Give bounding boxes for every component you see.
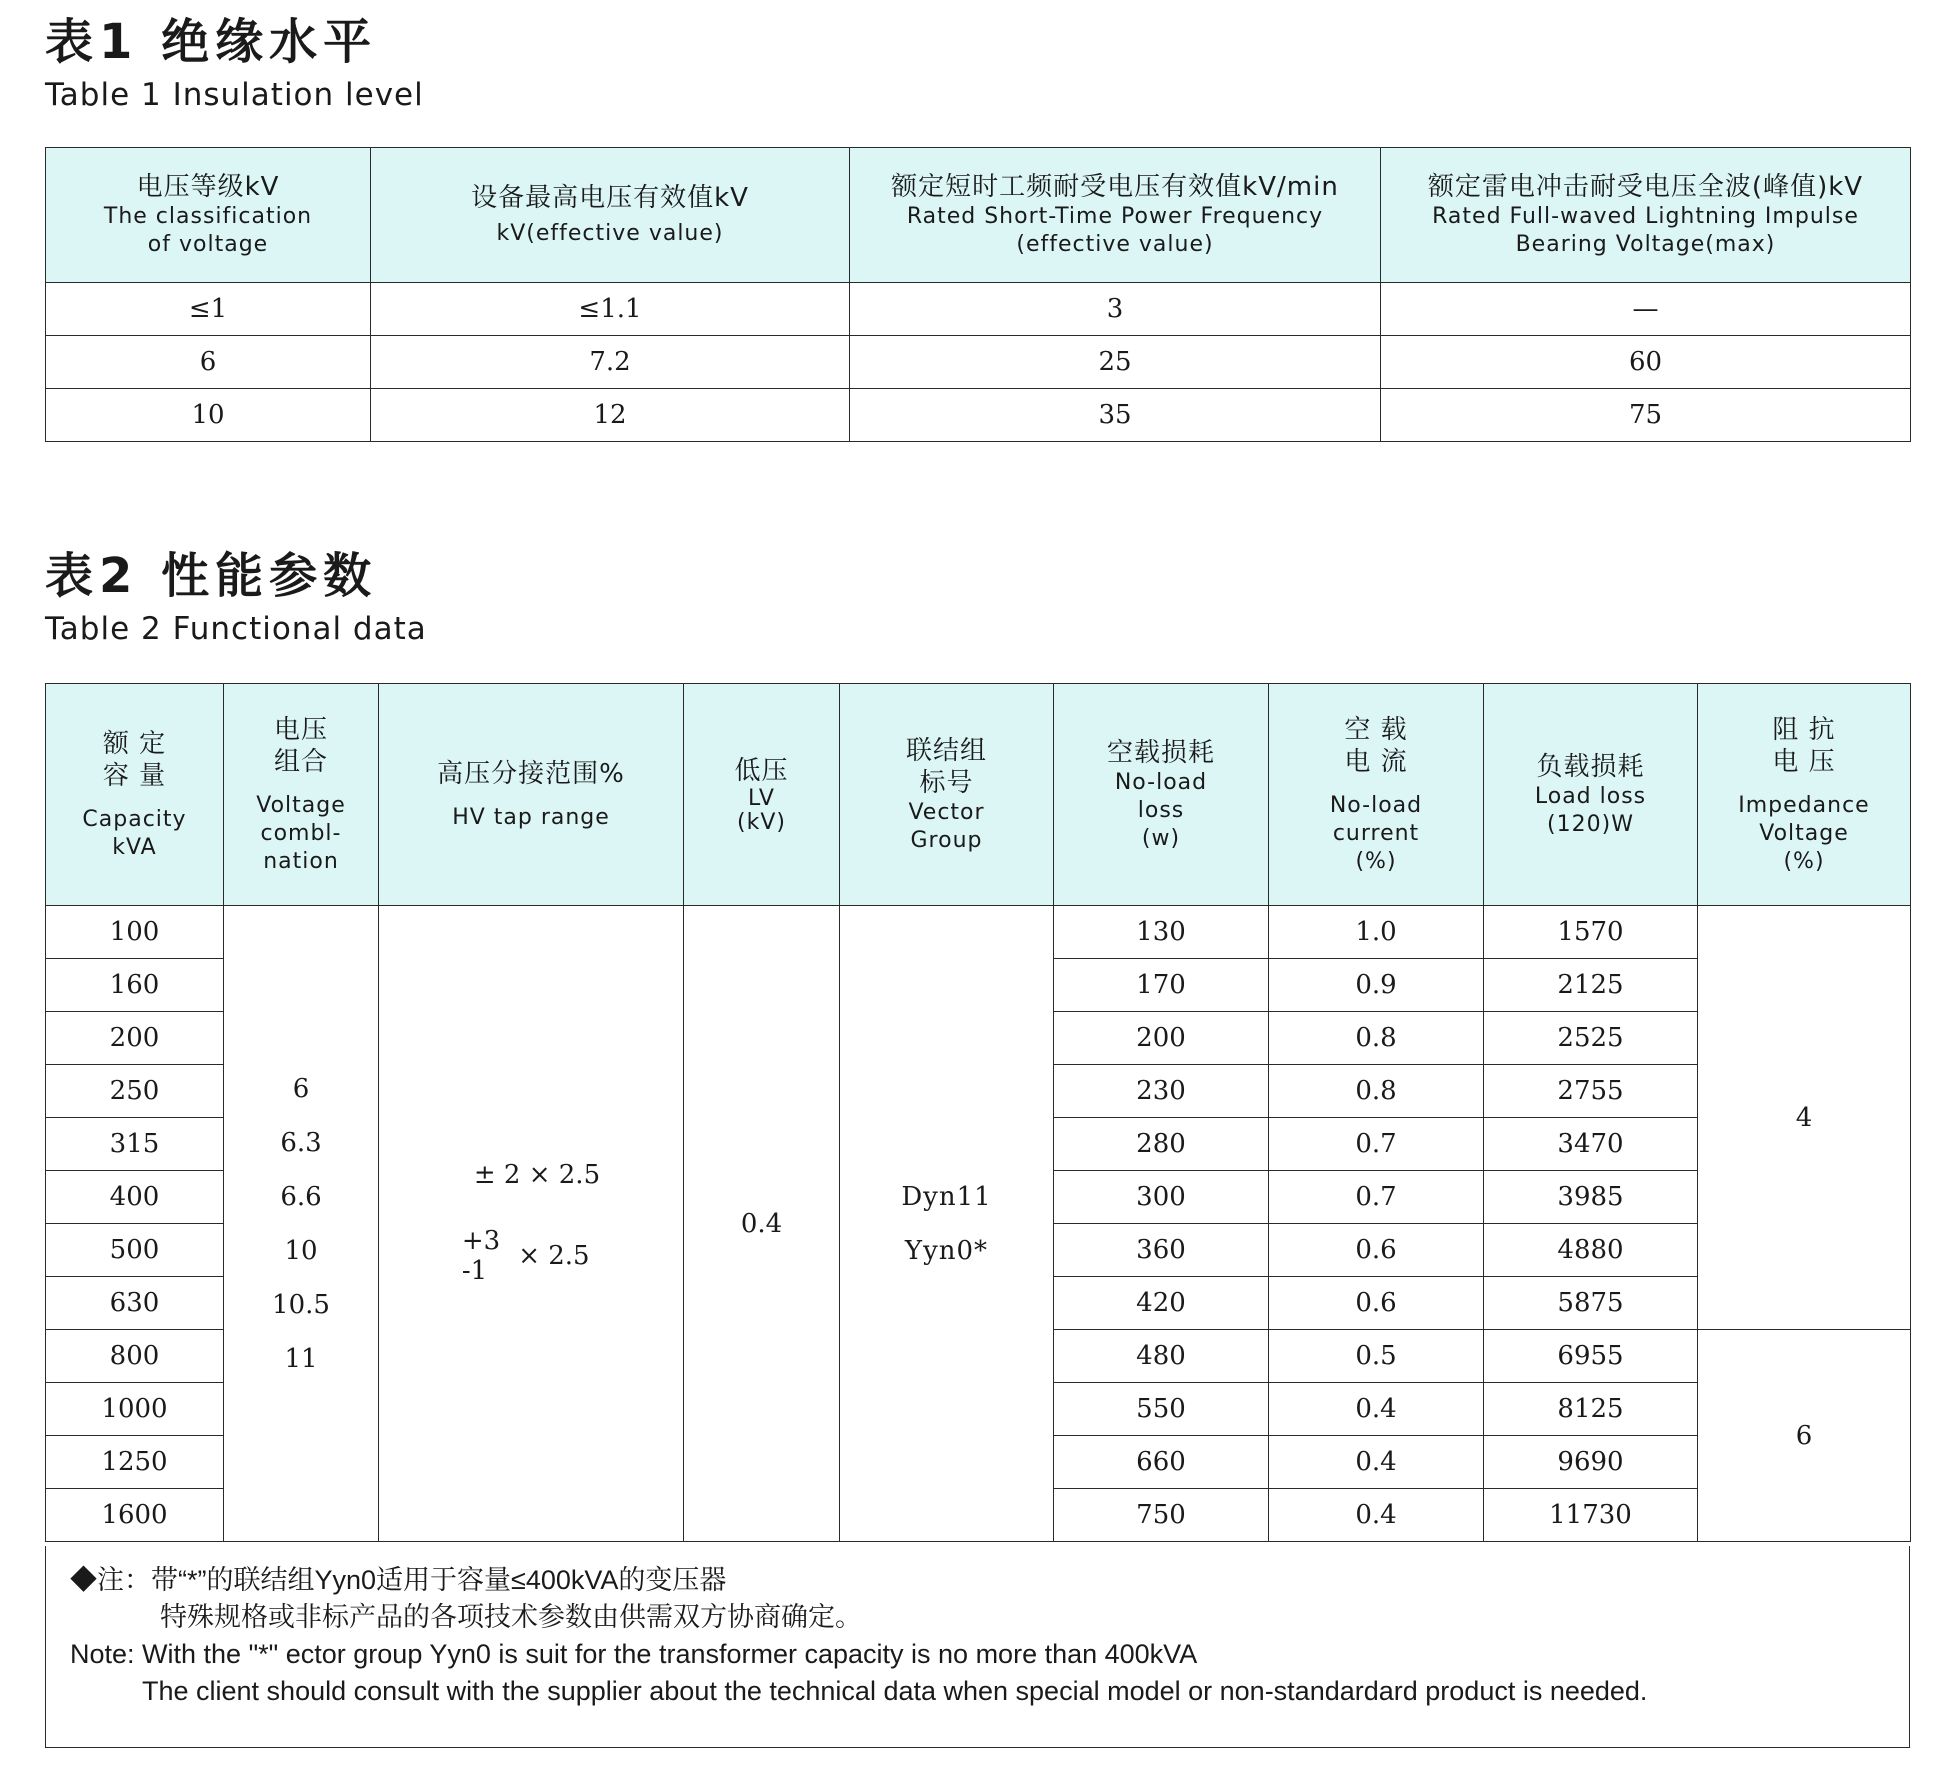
table-row [46, 906, 1911, 959]
voltage-combination-cell: 6 6.3 6.6 10 10.5 11 [224, 906, 379, 1542]
table1-header-voltage-class: 电压等级kV The classification of voltage [46, 148, 371, 283]
vector-group-cell: Dyn11 Yyn0* [840, 906, 1054, 1542]
no-load-loss-cell: 360 [1054, 1224, 1269, 1277]
table-cell: ≤1 [46, 283, 371, 336]
table2-header-voltage-combination: 电压 组合 Voltage combl- nation [224, 684, 379, 906]
no-load-loss-cell: 280 [1054, 1118, 1269, 1171]
load-loss-cell: 4880 [1484, 1224, 1698, 1277]
note-en-line1: Note: With the "*" ector group Yyn0 is suit for the transformer capacity is no more than 400kVA [70, 1639, 1198, 1669]
no-load-current-cell: 1.0 [1269, 906, 1484, 959]
table-cell: 35 [850, 389, 1381, 442]
note-en-line2: The client should consult with the supplier about the technical data when special model or non-standardard product is needed. [142, 1676, 1648, 1706]
no-load-current-cell: 0.4 [1269, 1489, 1484, 1542]
capacity-cell: 1000 [46, 1383, 224, 1436]
table-cell: — [1381, 283, 1911, 336]
table-cell: 6 [46, 336, 371, 389]
insulation-level-table [45, 147, 1911, 442]
no-load-current-cell: 0.4 [1269, 1383, 1484, 1436]
load-loss-cell: 2755 [1484, 1065, 1698, 1118]
note-zh-line2: 特殊规格或非标产品的各项技术参数由供需双方协商确定。 [160, 1602, 862, 1632]
note-zh-line1: ◆注：带“*”的联结组Yyn0适用于容量≤400kVA的变压器 [70, 1565, 727, 1595]
table2-header-no-load-current: 空 载 电 流 No-load current (%) [1269, 684, 1484, 906]
table-row [46, 283, 1911, 336]
table-row [46, 336, 1911, 389]
load-loss-cell: 3985 [1484, 1171, 1698, 1224]
table2-header-load-loss: 负载损耗 Load loss (120)W [1484, 684, 1698, 906]
table2-header-no-load-loss: 空载损耗 No-load loss (w) [1054, 684, 1269, 906]
capacity-cell: 250 [46, 1065, 224, 1118]
load-loss-cell: 11730 [1484, 1489, 1698, 1542]
notes-box [45, 1546, 1910, 1748]
load-loss-cell: 2525 [1484, 1012, 1698, 1065]
capacity-cell: 630 [46, 1277, 224, 1330]
capacity-cell: 400 [46, 1171, 224, 1224]
capacity-cell: 100 [46, 906, 224, 959]
load-loss-cell: 2125 [1484, 959, 1698, 1012]
no-load-current-cell: 0.8 [1269, 1065, 1484, 1118]
no-load-loss-cell: 230 [1054, 1065, 1269, 1118]
functional-data-table [45, 683, 1911, 1542]
load-loss-cell: 6955 [1484, 1330, 1698, 1383]
no-load-current-cell: 0.5 [1269, 1330, 1484, 1383]
table1-header-row [46, 148, 1911, 283]
table-row [46, 389, 1911, 442]
hv-tap-range-cell: ± 2 × 2.5 +3 -1 × 2.5 [379, 906, 684, 1542]
no-load-current-cell: 0.4 [1269, 1436, 1484, 1489]
lv-value-cell: 0.4 [684, 906, 840, 1542]
table2-header-capacity: 额 定 容 量 Capacity kVA [46, 684, 224, 906]
table-cell: 25 [850, 336, 1381, 389]
load-loss-cell: 8125 [1484, 1383, 1698, 1436]
table2-header-vector-group: 联结组 标号 Vector Group [840, 684, 1054, 906]
table-cell: 75 [1381, 389, 1911, 442]
table-cell: 3 [850, 283, 1381, 336]
no-load-loss-cell: 480 [1054, 1330, 1269, 1383]
table1-title-en: Table 1 Insulation level [45, 77, 424, 113]
table-cell: 60 [1381, 336, 1911, 389]
no-load-current-cell: 0.9 [1269, 959, 1484, 1012]
table-cell: 12 [371, 389, 850, 442]
no-load-current-cell: 0.6 [1269, 1277, 1484, 1330]
no-load-current-cell: 0.6 [1269, 1224, 1484, 1277]
no-load-loss-cell: 660 [1054, 1436, 1269, 1489]
table1-header-power-frequency: 额定短时工频耐受电压有效值kV/min Rated Short-Time Power Frequency (effective value) [850, 148, 1381, 283]
table-cell: ≤1.1 [371, 283, 850, 336]
table2-header-row [46, 684, 1911, 906]
table1-header-lightning-impulse: 额定雷电冲击耐受电压全波(峰值)kV Rated Full-waved Lightning Impulse Bearing Voltage(max) [1381, 148, 1911, 283]
no-load-loss-cell: 420 [1054, 1277, 1269, 1330]
table-cell: 7.2 [371, 336, 850, 389]
capacity-cell: 800 [46, 1330, 224, 1383]
table2-title-zh: 表2 性能参数 [45, 548, 378, 604]
table-cell: 10 [46, 389, 371, 442]
capacity-cell: 315 [46, 1118, 224, 1171]
table2-header-hv-tap: 高压分接范围% HV tap range [379, 684, 684, 906]
capacity-cell: 1600 [46, 1489, 224, 1542]
no-load-current-cell: 0.7 [1269, 1171, 1484, 1224]
no-load-loss-cell: 300 [1054, 1171, 1269, 1224]
capacity-cell: 500 [46, 1224, 224, 1277]
table2-header-impedance: 阻 抗 电 压 Impedance Voltage (%) [1698, 684, 1911, 906]
load-loss-cell: 1570 [1484, 906, 1698, 959]
capacity-cell: 1250 [46, 1436, 224, 1489]
capacity-cell: 200 [46, 1012, 224, 1065]
load-loss-cell: 3470 [1484, 1118, 1698, 1171]
table2-title-en: Table 2 Functional data [45, 611, 427, 647]
no-load-loss-cell: 130 [1054, 906, 1269, 959]
no-load-current-cell: 0.7 [1269, 1118, 1484, 1171]
no-load-current-cell: 0.8 [1269, 1012, 1484, 1065]
load-loss-cell: 5875 [1484, 1277, 1698, 1330]
table1-header-max-voltage: 设备最高电压有效值kV kV(effective value) [371, 148, 850, 283]
table1-title-zh: 表1 绝缘水平 [45, 14, 378, 70]
no-load-loss-cell: 200 [1054, 1012, 1269, 1065]
no-load-loss-cell: 750 [1054, 1489, 1269, 1542]
impedance-cell: 6 [1698, 1330, 1911, 1542]
no-load-loss-cell: 170 [1054, 959, 1269, 1012]
load-loss-cell: 9690 [1484, 1436, 1698, 1489]
impedance-cell: 4 [1698, 906, 1911, 1330]
no-load-loss-cell: 550 [1054, 1383, 1269, 1436]
table2-header-lv: 低压 LV (kV) [684, 684, 840, 906]
capacity-cell: 160 [46, 959, 224, 1012]
